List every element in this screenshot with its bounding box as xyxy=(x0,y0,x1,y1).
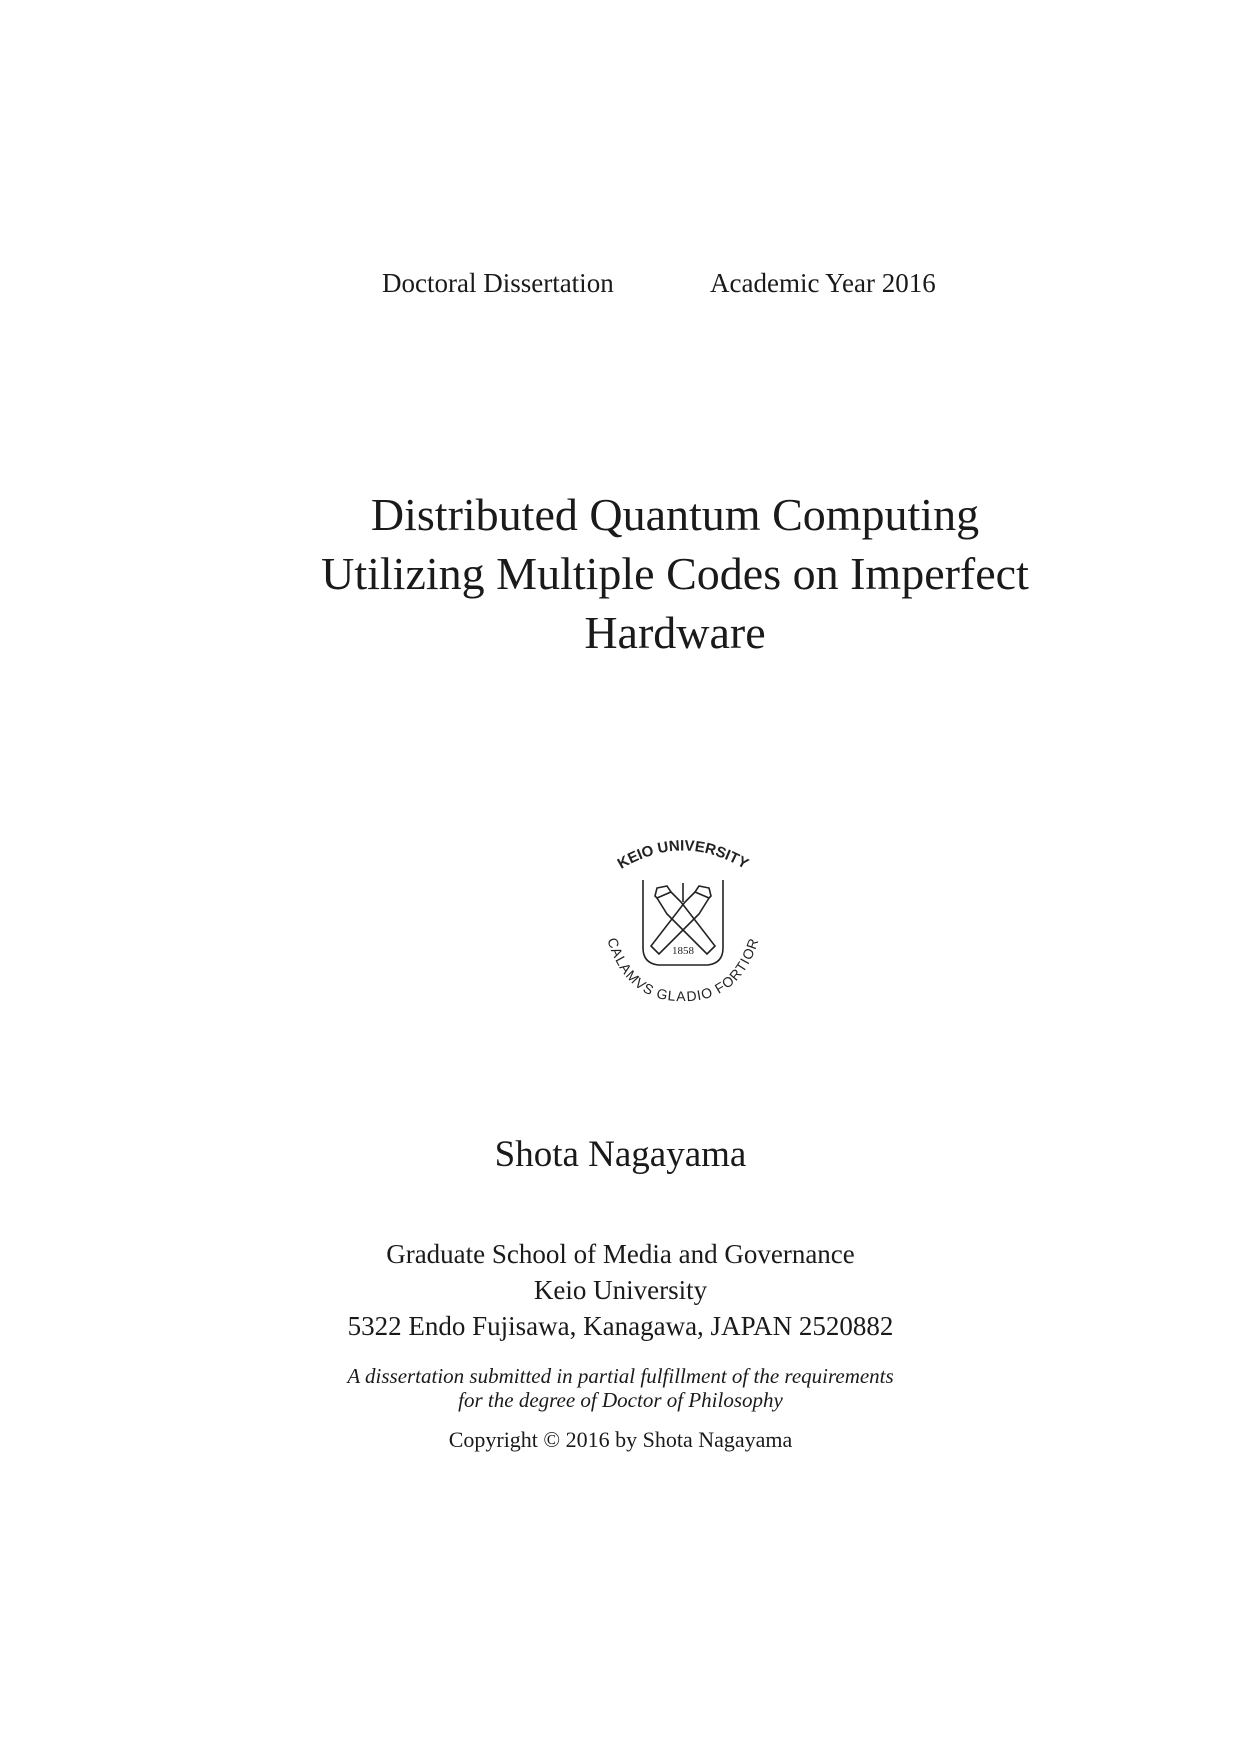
university-name: Keio University xyxy=(533,1275,708,1305)
copyright-notice: Copyright © 2016 by Shota Nagayama xyxy=(448,1427,793,1452)
submission-line-2: for the degree of Doctor of Philosophy xyxy=(458,1388,783,1412)
affiliation-block xyxy=(0,1236,1241,1344)
graduate-school: Graduate School of Media and Governance xyxy=(386,1239,855,1269)
university-address: 5322 Endo Fujisawa, Kanagawa, JAPAN 2520882 xyxy=(347,1311,894,1341)
submission-statement xyxy=(0,1364,1241,1412)
seal-top-text: KEIO UNIVERSITY xyxy=(614,837,752,873)
title-line-2: Utilizing Multiple Codes on Imperfect xyxy=(321,548,1029,599)
keio-university-seal xyxy=(583,828,783,1008)
title-line-1: Distributed Quantum Computing xyxy=(370,489,980,540)
seal-year-text: 1858 xyxy=(672,945,694,957)
submission-line-1: A dissertation submitted in partial fulfillment of the requirements xyxy=(347,1364,894,1388)
author-name: Shota Nagayama xyxy=(494,1134,747,1175)
document-type: Doctoral Dissertation xyxy=(382,268,614,298)
seal-emblem-icon xyxy=(583,828,783,1008)
seal-motto-text: CALAMVS GLADIO FORTIOR xyxy=(604,935,762,1005)
academic-year: Academic Year 2016 xyxy=(710,268,936,298)
title-line-3: Hardware xyxy=(584,607,766,658)
dissertation-title xyxy=(230,485,1120,662)
